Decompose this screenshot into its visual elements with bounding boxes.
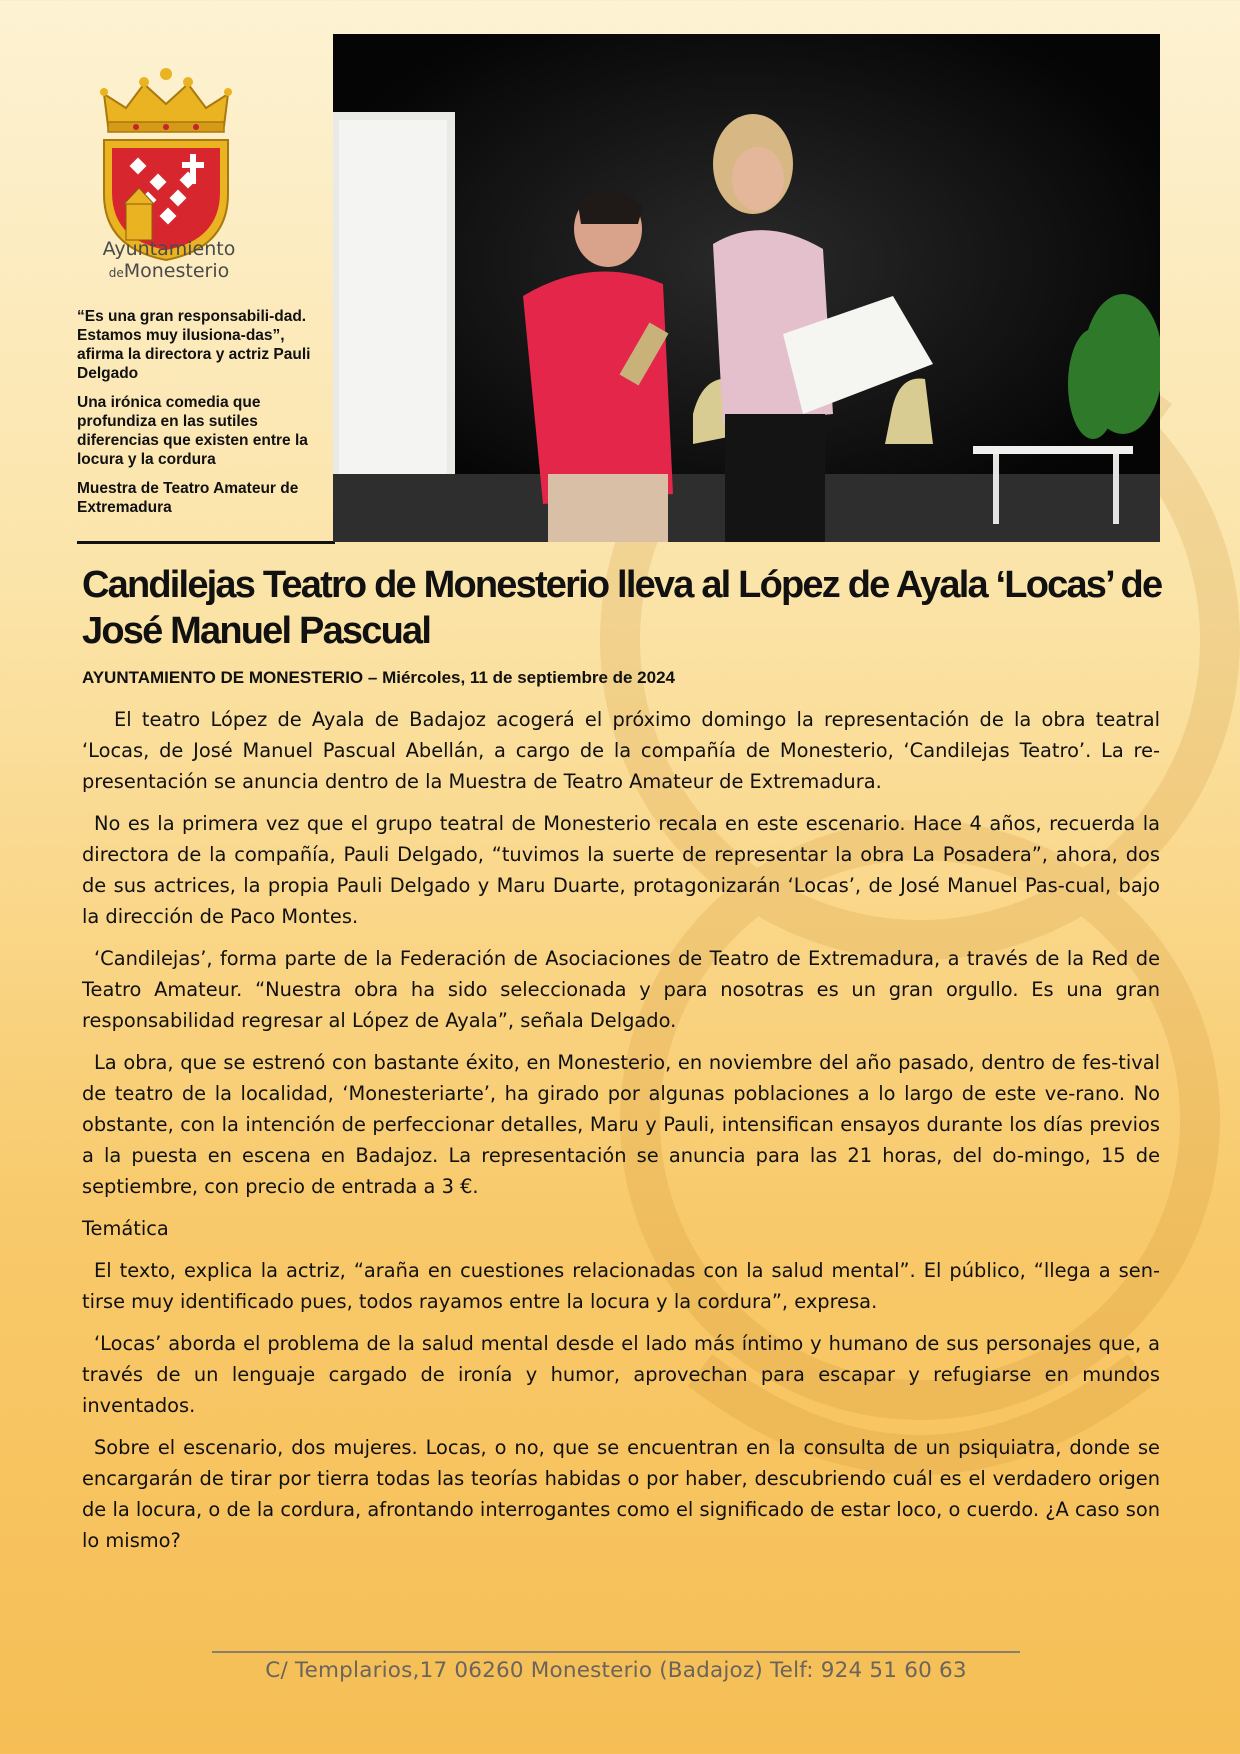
logo-name xyxy=(84,238,254,284)
body-paragraph: No es la primera vez que el grupo teatral de Monesterio recala en este escenario. Hace 4 años, recuerda la directora de la compañía, Pauli Delgado, “tuvimos la suerte de representar la obra La Posadera”, ahora, dos de sus actrices, la propia Pauli Delgado y Maru Duarte, protagonizarán ‘Locas’, de José Manuel Pas-cual, bajo la dirección de Paco Montes. xyxy=(82,812,1160,928)
sidebar-divider xyxy=(77,541,335,544)
body-paragraph: La obra, que se estrenó con bastante éxito, en Monesterio, en noviembre del año pasado, dentro de fes-tival de teatro de la localidad, ‘Monesteriarte’, ha girado por algunas poblaciones a lo largo de este ve-rano. No obstante, con la intención de perfeccionar detalles, Maru y Pauli, intensifican ensayos durante los días previos a la puesta en escena en Badajoz. La representación se anuncia para las 21 horas, del do-mingo, 15 de septiembre, con precio de entrada a 3 €. xyxy=(82,1051,1160,1198)
sidebar-event: Muestra de Teatro Amateur de Extremadura xyxy=(77,480,299,516)
byline-separator: – xyxy=(363,668,383,687)
article-byline xyxy=(82,668,675,688)
body-paragraph: Sobre el escenario, dos mujeres. Locas, o no, que se encuentran en la consulta de un psiquiatra, donde se encargarán de tirar por tierra todas las teorías habidas o por haber, descubriendo cuál es el verdadero origen de la locura, o de la cordura, afrontando interrogantes como el significado de estar loco, o cuerdo. ¿A caso son lo mismo? xyxy=(82,1436,1160,1552)
body-paragraph: El teatro López de Ayala de Badajoz acogerá el próximo domingo la representación de la obra teatral ‘Locas, de José Manuel Pascual Abellán, a cargo de la compañía de Monesterio, ‘Candilejas Teatro’. La re-presentación se anuncia dentro de la Muestra de Teatro Amateur de Extremadura. xyxy=(82,708,1160,793)
byline-date: Miércoles, 11 de septiembre de 2024 xyxy=(382,668,675,687)
footer-divider xyxy=(212,1651,1020,1653)
sidebar-summary: Una irónica comedia que profundiza en las sutiles diferencias que existen entre la locura y la cordura xyxy=(77,394,308,468)
logo-name-monesterio: Monesterio xyxy=(123,260,230,282)
crown-icon xyxy=(100,68,232,132)
body-paragraph: ‘Locas’ aborda el problema de la salud mental desde el lado más íntimo y humano de sus personajes que, a través de un lenguaje cargado de ironía y humor, aprovechan para escapar y refugiarse en mundos inventados. xyxy=(82,1332,1160,1417)
logo-name-line2 xyxy=(84,260,254,284)
sidebar-quote: “Es una gran responsabili-dad. Estamos muy ilusiona-das”, afirma la directora y actriz Pauli Delgado xyxy=(77,308,311,382)
byline-source: AYUNTAMIENTO DE MONESTERIO xyxy=(82,668,364,687)
sidebar-highlights xyxy=(77,307,317,527)
footer-address: C/ Templarios,17 06260 Monesterio (Badajoz) Telf: 924 51 60 63 xyxy=(265,1658,967,1683)
stage-photo xyxy=(333,34,1160,542)
body-paragraph: ‘Candilejas’, forma parte de la Federación de Asociaciones de Teatro de Extremadura, a través de la Red de Teatro Amateur. “Nuestra obra ha sido seleccionada y para nosotras es un gran orgullo. Es una gran responsabilidad regresar al López de Ayala”, señala Delgado. xyxy=(82,947,1160,1032)
logo-name-line1: Ayuntamiento xyxy=(102,238,236,260)
article-body xyxy=(82,704,1160,1567)
logo-name-de: de xyxy=(108,266,124,280)
body-paragraph: El texto, explica la actriz, “araña en cuestiones relacionadas con la salud mental”. El público, “llega a sen-tirse muy identificado pues, todos rayamos entre la locura y la cordura”, expresa. xyxy=(82,1259,1160,1313)
article-headline: Candilejas Teatro de Monesterio lleva al López de Ayala ‘Locas’ de José Manuel Pascual xyxy=(82,564,1162,652)
section-title: Temática xyxy=(82,1217,169,1240)
